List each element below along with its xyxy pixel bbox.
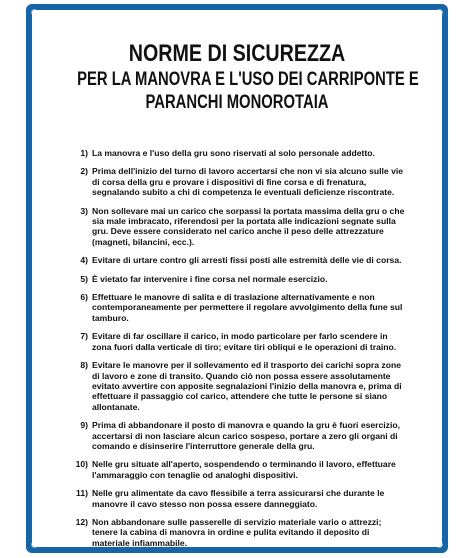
rule-item bbox=[62, 459, 408, 480]
rule-item bbox=[62, 331, 408, 352]
rule-number: 7) bbox=[80, 331, 88, 342]
rule-number: 6) bbox=[80, 292, 88, 303]
rule-item bbox=[62, 292, 408, 323]
title-line-2: PER LA MANOVRA E L'USO DEI CARRIPONTE E bbox=[77, 69, 419, 90]
rule-item bbox=[62, 255, 408, 265]
rule-text: È vietato far intervenire i fine corsa nel normale esercizio. bbox=[92, 273, 328, 284]
rule-item bbox=[62, 166, 408, 197]
rule-text: Effettuare le manovre di salita e di traslazione alternativamente e non contemporaneamente per permettere il regolare avvolgimento della fune sul tamburo. bbox=[92, 292, 403, 323]
rule-item bbox=[62, 488, 408, 509]
rule-text: Evitare di urtare contro gli arresti fissi posti alle estremità delle vie di corsa. bbox=[92, 255, 402, 266]
rule-text: Prima dell'inizio del turno di lavoro accertarsi che non vi sia alcuno sulle vie di corsa della gru e provare i dispositivi di fine corsa e di frenatura, segnalando subito a chi di competenza le eventuali deficienze riscontrate. bbox=[92, 166, 404, 198]
rule-number: 2) bbox=[80, 166, 88, 177]
rule-number: 1) bbox=[80, 148, 88, 158]
rule-item bbox=[62, 148, 408, 158]
rules-list bbox=[62, 148, 408, 556]
rule-text: Nelle gru situate all'aperto, sospendendo o terminando il lavoro, effettuare l'ammaraggio con tenaglie od analoghi dispositivi. bbox=[92, 459, 396, 480]
rule-number: 4) bbox=[80, 255, 88, 266]
rule-number: 10) bbox=[75, 459, 88, 470]
safety-sign bbox=[26, 4, 448, 553]
rule-number: 11) bbox=[76, 488, 88, 499]
rule-text: Nelle gru alimentate da cavo flessibile a terra assicurarsi che durante le manovre il cavo stesso non possa essere danneggiato. bbox=[92, 488, 385, 509]
rule-text: Non sollevare mai un carico che sorpassi la portata massima della gru o che sia male imbracato, riferendosi per la portata alle indicazioni segnate sulla gru. Deve essere considerato nel carico anche il peso delle attrezzature (magneti, bilancini, ecc.). bbox=[92, 205, 405, 247]
rule-item bbox=[62, 206, 408, 248]
rule-text: Evitare le manovre per il sollevamento ed il trasporto dei carichi sopra zone di lavoro e zone di transito. Quando ciò non possa essere assolutamente evitato avvertire con apposite segnalazioni l'inizio della manovra e, prima di effettuare il passaggio col carico, attendere che tutte le persone si siano allontanate. bbox=[92, 360, 402, 412]
rule-number: 8) bbox=[80, 360, 88, 371]
rule-number: 12) bbox=[75, 516, 88, 527]
rule-text: La manovra e l'uso della gru sono riservati al solo personale addetto. bbox=[92, 148, 375, 158]
rule-item bbox=[62, 274, 408, 284]
rule-number: 5) bbox=[80, 273, 88, 284]
rule-text: Evitare di far oscillare il carico, in modo particolare per farlo scendere in zona fuori dalla verticale di tiro; evitare tiri obliqui e le operazioni di traino. bbox=[92, 331, 397, 352]
rule-item bbox=[62, 420, 408, 451]
rule-number: 3) bbox=[80, 205, 88, 216]
rule-number: 9) bbox=[80, 420, 88, 431]
sign-panel bbox=[32, 10, 442, 547]
sign-title bbox=[32, 40, 442, 114]
title-line-3: PARANCHI MONOROTAIA bbox=[145, 92, 329, 113]
rule-text: Non abbandonare sulle passerelle di servizio materiale vario o attrezzi; tenere la cabina di manovra in ordine e pulita evitando il deposito di materiale infiammabile. bbox=[92, 516, 382, 548]
title-line-1: NORME DI SICUREZZA bbox=[128, 40, 346, 67]
rule-text: Prima di abbandonare il posto di manovra e quando la gru è fuori esercizio, accertarsi di non lasciare alcun carico sospeso, portare a zero gli organi di comando e disinserire l'interruttore generale della gru. bbox=[92, 420, 401, 451]
rule-item bbox=[62, 360, 408, 412]
rule-item bbox=[62, 517, 408, 548]
